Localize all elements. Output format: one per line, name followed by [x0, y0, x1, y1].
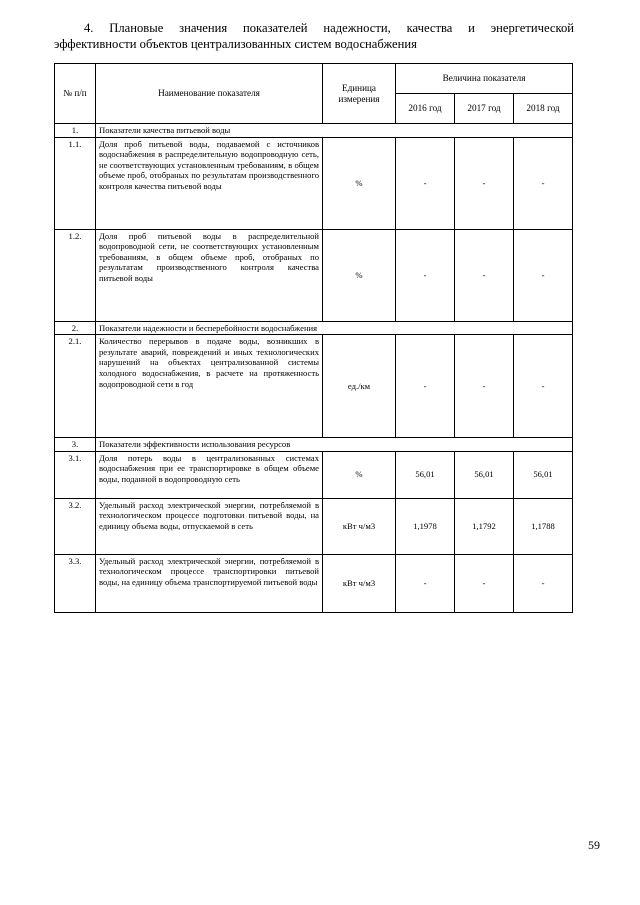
header-num: № п/п	[55, 64, 96, 124]
row-number: 3.	[55, 438, 96, 452]
value-cell: -	[396, 554, 455, 612]
row-number: 1.1.	[55, 137, 96, 229]
value-cell: -	[396, 229, 455, 321]
value-cell: -	[455, 137, 514, 229]
row-number: 1.	[55, 124, 96, 138]
table-row	[55, 229, 573, 321]
value-cell: -	[455, 229, 514, 321]
section-row	[55, 438, 573, 452]
table-row	[55, 554, 573, 612]
table-header-row	[55, 64, 573, 94]
section-row	[55, 321, 573, 335]
indicator-name: Удельный расход электрической энергии, потребляемой в технологическом процессе транспортировки питьевой воды, на единицу объема транспортируемой питьевой воды	[96, 554, 323, 612]
value-cell: 1,1978	[396, 498, 455, 554]
value-cell: 56,01	[396, 451, 455, 498]
indicator-name: Доля потерь воды в централизованных системах водоснабжения при ее транспортировке в общем объеме воды, поданной в водопроводную сеть	[96, 451, 323, 498]
indicators-table	[54, 63, 573, 613]
value-cell: 56,01	[455, 451, 514, 498]
row-number: 3.3.	[55, 554, 96, 612]
section-row	[55, 124, 573, 138]
header-value-group: Величина показателя	[396, 64, 573, 94]
row-number: 2.	[55, 321, 96, 335]
unit-cell: ед./км	[323, 335, 396, 438]
value-cell: -	[396, 137, 455, 229]
table-row	[55, 137, 573, 229]
indicator-name: Удельный расход электрической энергии, потребляемой в технологическом процессе подготовки питьевой воды, на единицу объема воды, отпускаемой в сеть	[96, 498, 323, 554]
table-body	[55, 124, 573, 613]
unit-cell: %	[323, 137, 396, 229]
unit-cell: кВт ч/м3	[323, 554, 396, 612]
header-year: 2018 год	[514, 94, 573, 124]
value-cell: -	[396, 335, 455, 438]
indicator-name: Количество перерывов в подаче воды, возникших в результате аварий, повреждений и иных технологических нарушений на объектах централизованной системы холодного водоснабжения, в расчете на протяженность водопроводной сети в год	[96, 335, 323, 438]
page-number: 59	[588, 838, 600, 852]
value-cell: 1,1792	[455, 498, 514, 554]
section-title: Показатели качества питьевой воды	[96, 124, 573, 138]
heading-line-1: 4. Плановые значения показателей надежности, качества и энергетической	[84, 21, 574, 35]
row-number: 1.2.	[55, 229, 96, 321]
header-unit: Единица измерения	[323, 64, 396, 124]
table-row	[55, 335, 573, 438]
value-cell: -	[514, 229, 573, 321]
unit-cell: кВт ч/м3	[323, 498, 396, 554]
header-name: Наименование показателя	[96, 64, 323, 124]
header-year: 2016 год	[396, 94, 455, 124]
section-title: Показатели эффективности использования ресурсов	[96, 438, 573, 452]
unit-cell: %	[323, 451, 396, 498]
header-year: 2017 год	[455, 94, 514, 124]
value-cell: -	[514, 335, 573, 438]
value-cell: -	[455, 554, 514, 612]
indicator-name: Доля проб питьевой воды, подаваемой с источников водоснабжения в распределительную водопроводную сеть, не соответствующих установленным требованиям, в общем объеме проб, отобраных по результатам производственного контроля качества питьевой воды	[96, 137, 323, 229]
indicator-name: Доля проб питьевой воды в распределительной водопроводной сети, не соответствующих установленным требованиям, в общем объеме проб, отобраных по результатам производственного контроля качества питьевой воды	[96, 229, 323, 321]
row-number: 3.2.	[55, 498, 96, 554]
unit-cell: %	[323, 229, 396, 321]
value-cell: -	[514, 137, 573, 229]
row-number: 3.1.	[55, 451, 96, 498]
row-number: 2.1.	[55, 335, 96, 438]
value-cell: -	[455, 335, 514, 438]
table-row	[55, 498, 573, 554]
table-row	[55, 451, 573, 498]
value-cell: -	[514, 554, 573, 612]
section-title: Показатели надежности и бесперебойности водоснабжения	[96, 321, 573, 335]
heading-line-2: эффективности объектов централизованных систем водоснабжения	[54, 37, 417, 51]
section-heading	[54, 20, 574, 52]
value-cell: 56,01	[514, 451, 573, 498]
value-cell: 1,1788	[514, 498, 573, 554]
